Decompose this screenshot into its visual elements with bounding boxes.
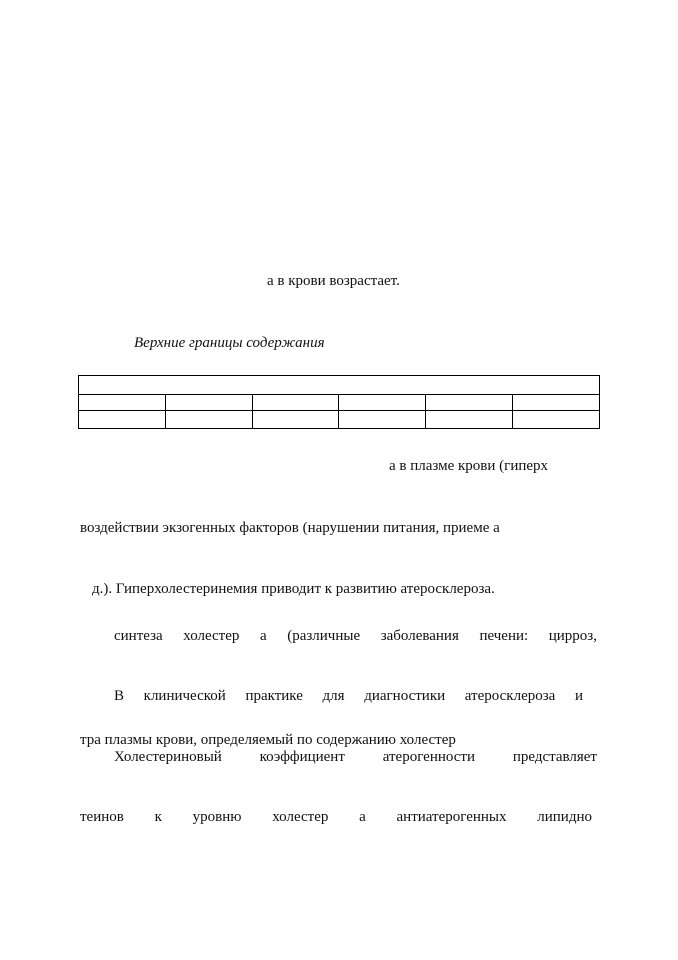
text-line: воздействии экзогенных факторов (нарушении питания, приеме а [80, 520, 500, 536]
table-cell [79, 395, 166, 411]
table-cell [339, 395, 426, 411]
text-line: Холестериновый коэффициент атерогенности представляет [114, 749, 597, 765]
table-header-row [79, 376, 600, 395]
table-cell [79, 411, 166, 429]
text-line: а в плазме крови (гиперх [389, 458, 549, 474]
table-cell [339, 411, 426, 429]
table-header-cell [79, 376, 600, 395]
table-cell [252, 411, 339, 429]
text-line: д.). Гиперхолестеринемия приводит к развитию атеросклероза. [92, 581, 495, 597]
table-cell [165, 395, 252, 411]
text-line: синтеза холестер а (различные заболевания печени: цирроз, [114, 628, 597, 644]
table-cell [513, 395, 600, 411]
table-cell [165, 411, 252, 429]
table-row [79, 395, 600, 411]
text-line: а в крови возрастает. [267, 273, 400, 289]
table-cell [252, 395, 339, 411]
table-cell [513, 411, 600, 429]
table-caption: Верхние границы содержания [134, 335, 325, 351]
table-cell [426, 411, 513, 429]
text-line: В клинической практике для диагностики атеросклероза и [114, 688, 583, 704]
text-line: тра плазмы крови, определяемый по содержанию холестер [80, 732, 456, 748]
text-line: теинов к уровню холестер а антиатерогенных липидно [80, 809, 592, 825]
table-cell [426, 395, 513, 411]
data-table [78, 375, 600, 429]
table-row [79, 411, 600, 429]
